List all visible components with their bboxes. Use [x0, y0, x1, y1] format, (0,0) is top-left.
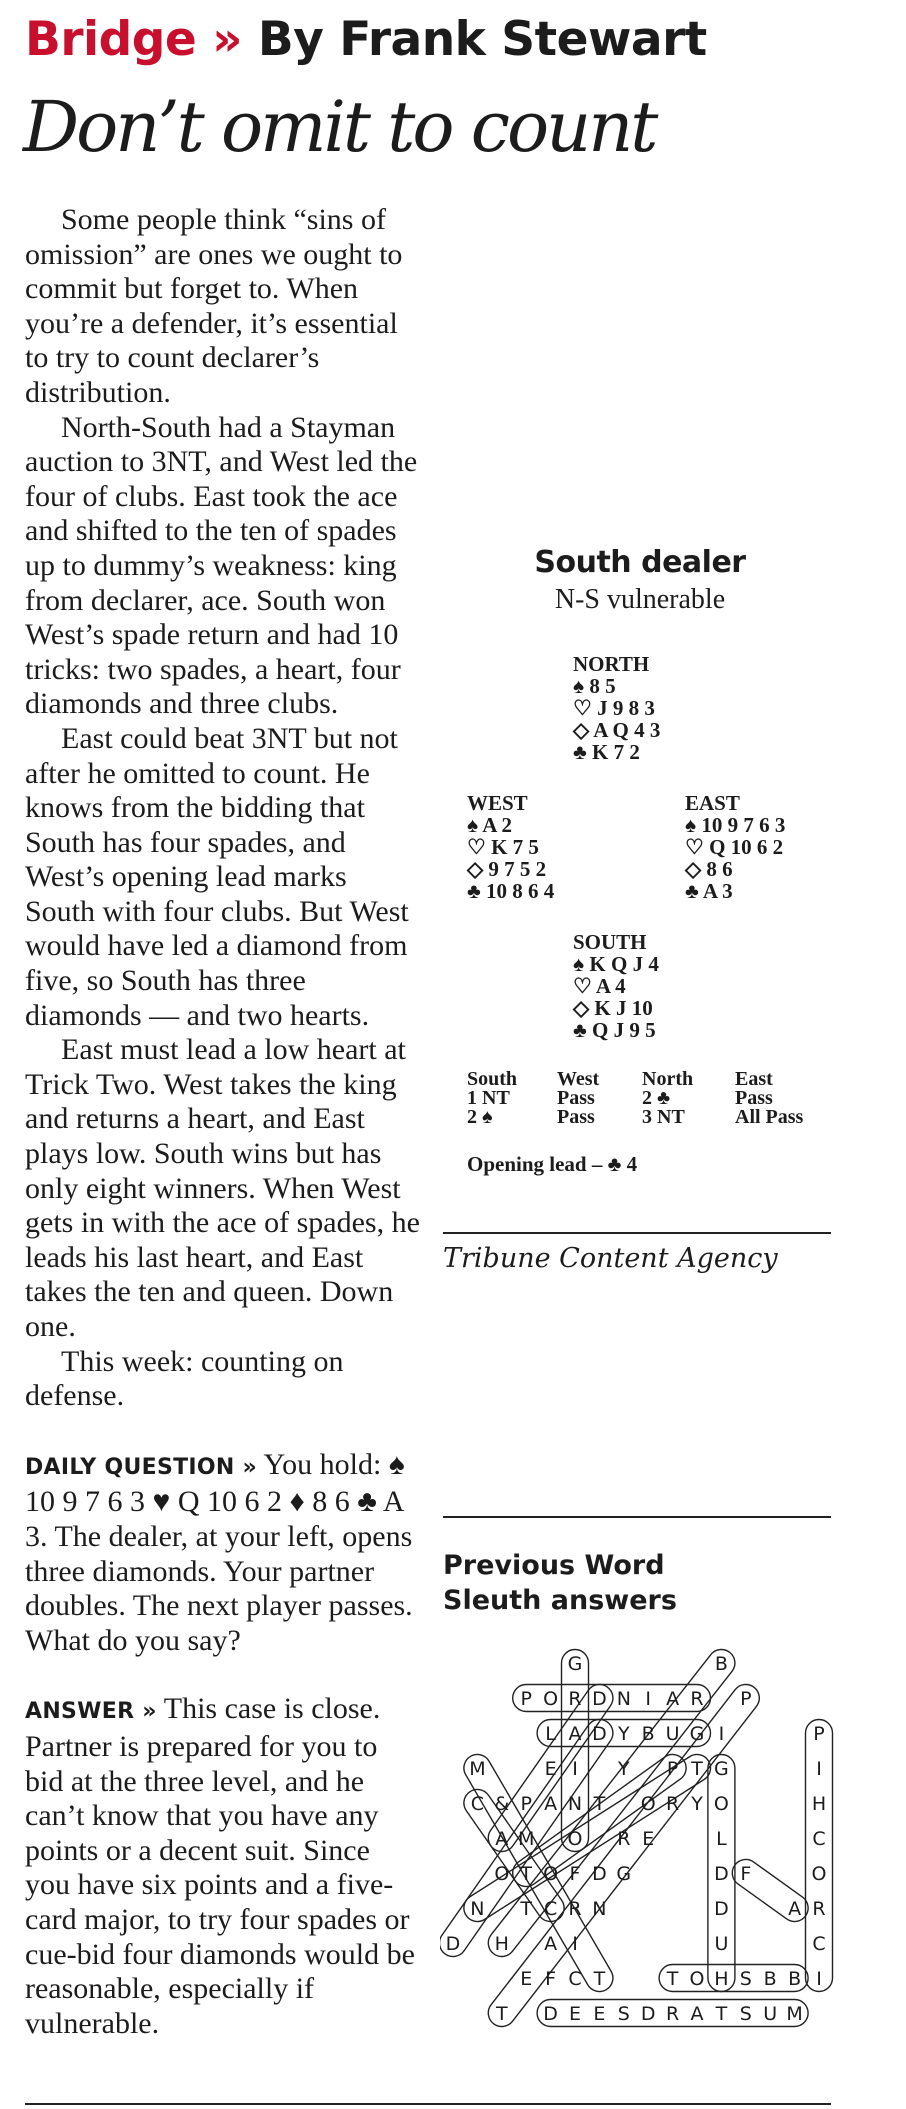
- grid-letter: I: [572, 1758, 578, 1780]
- clubs-holding: ♣ Q J 9 5: [573, 1018, 656, 1042]
- grid-letter: H: [811, 1793, 827, 1815]
- article-column-left: [25, 203, 420, 2041]
- grid-letter: U: [714, 1933, 729, 1955]
- hand-name: NORTH: [573, 652, 650, 676]
- answer-oval: [659, 1965, 808, 1992]
- spades-holding: ♠ A 2: [467, 813, 513, 837]
- grid-letter: Y: [617, 1723, 630, 1745]
- grid-letter: P: [813, 1723, 825, 1745]
- grid-letter: G: [616, 1863, 632, 1885]
- grid-letter: &: [494, 1793, 510, 1815]
- grid-letter: T: [666, 1968, 679, 1990]
- grid-letter: G: [567, 1653, 583, 1675]
- auction-call: 1 NT: [467, 1087, 510, 1109]
- grid-letter: C: [812, 1828, 826, 1850]
- grid-letter: M: [517, 1828, 535, 1850]
- grid-letter: H: [714, 1968, 729, 1990]
- hand-name: EAST: [685, 791, 740, 815]
- grid-letter: U: [665, 1723, 680, 1745]
- grid-letter: A: [544, 1933, 558, 1955]
- grid-letter: I: [645, 1688, 652, 1710]
- grid-letter: C: [543, 1898, 558, 1920]
- auction-call: 3 NT: [642, 1106, 685, 1128]
- grid-letter: S: [617, 2003, 630, 2025]
- hand-name: SOUTH: [573, 930, 647, 954]
- grid-letter: T: [593, 1968, 606, 1990]
- grid-letter: N: [470, 1898, 485, 1920]
- spades-holding: ♠ 10 9 7 6 3: [685, 813, 786, 837]
- byline: By Frank Stewart: [257, 12, 707, 67]
- grid-letter: O: [543, 1688, 559, 1710]
- word-sleuth-grid: [440, 1645, 840, 2075]
- answer-label: ANSWER »: [25, 1699, 157, 1725]
- grid-letter: F: [545, 1968, 557, 1990]
- grid-letter: I: [572, 1933, 578, 1955]
- grid-letter: B: [641, 1723, 655, 1745]
- grid-letter: T: [520, 1863, 533, 1885]
- grid-letter: O: [640, 1793, 656, 1815]
- grid-letter: E: [520, 1968, 533, 1990]
- grid-letter: S: [739, 2003, 752, 2025]
- auction-call: Pass: [735, 1087, 773, 1109]
- opening-lead: Opening lead – ♣ 4: [467, 1152, 638, 1176]
- auction-call: Pass: [557, 1106, 595, 1128]
- grid-letter: M: [786, 2003, 803, 2025]
- grid-letter: D: [640, 2003, 656, 2025]
- dealer-heading: South dealer: [534, 545, 746, 580]
- grid-letters: [446, 1653, 827, 2025]
- grid-letter: E: [568, 2003, 582, 2025]
- grid-letter: B: [763, 1968, 777, 1990]
- grid-letter: O: [713, 1793, 729, 1815]
- grid-letter: M: [469, 1758, 486, 1780]
- grid-letter: D: [714, 1863, 729, 1885]
- answer: [25, 1692, 420, 2041]
- vulnerability: N-S vulnerable: [554, 584, 726, 615]
- grid-letter: D: [592, 1863, 607, 1885]
- article-paragraph: This week: counting on defense.: [25, 1344, 344, 1413]
- grid-letter: I: [816, 1968, 822, 1990]
- clubs-holding: ♣ A 3: [685, 879, 733, 903]
- grid-letter: E: [544, 1758, 557, 1780]
- word-sleuth-title-line: Sleuth answers: [443, 1585, 677, 1616]
- grid-letter: D: [592, 1723, 607, 1745]
- grid-letter: R: [690, 1688, 704, 1710]
- grid-letter: B: [788, 1968, 802, 1990]
- syndicate-credit: Tribune Content Agency: [443, 1243, 778, 1274]
- grid-letter: L: [545, 1723, 556, 1745]
- hearts-holding: ♡ K 7 5: [467, 835, 539, 859]
- grid-letter: N: [616, 1688, 631, 1710]
- grid-letter: R: [617, 1828, 631, 1850]
- column-header: [25, 10, 707, 70]
- grid-letter: Y: [617, 1758, 630, 1780]
- grid-letter: A: [788, 1898, 802, 1920]
- grid-letter: G: [714, 1758, 729, 1780]
- grid-letter: I: [816, 1758, 822, 1780]
- grid-letter: O: [689, 1968, 705, 1990]
- auction-call: 2 ♠: [467, 1106, 493, 1128]
- grid-letter: N: [592, 1898, 607, 1920]
- grid-letter: A: [495, 1828, 509, 1850]
- grid-letter: T: [715, 2003, 728, 2025]
- south-hand: [573, 931, 659, 1041]
- headline: Don’t omit to count: [23, 86, 656, 168]
- grid-letter: R: [665, 2003, 680, 2025]
- grid-letter: C: [812, 1933, 826, 1955]
- grid-letter: H: [494, 1933, 509, 1955]
- spades-holding: ♠ K Q J 4: [573, 952, 659, 976]
- grid-letter: S: [739, 1968, 752, 1990]
- grid-letter: G: [689, 1723, 705, 1745]
- grid-letter: P: [740, 1688, 752, 1710]
- grid-letter: P: [666, 1758, 679, 1780]
- auction-header: West: [557, 1068, 600, 1090]
- grid-letter: A: [544, 1793, 558, 1815]
- auction-header: East: [735, 1068, 773, 1090]
- east-hand: [685, 792, 785, 902]
- hearts-holding: ♡ A 4: [573, 974, 626, 998]
- daily-question-text: You hold: ♠ 10 9 7 6 3 ♥ Q 10 6 2 ♦ 8 6 ♣ A 3. The dealer, at your left, opens three diamonds. Your partner doubles. The next player passes. What do you say?: [25, 1447, 413, 1657]
- divider: [443, 1516, 831, 1518]
- daily-question: [25, 1448, 420, 1659]
- auction-call: All Pass: [735, 1106, 804, 1128]
- word-sleuth-title: [443, 1548, 677, 1618]
- grid-letter: C: [568, 1968, 582, 1990]
- grid-letter: T: [593, 1793, 606, 1815]
- grid-letter: O: [543, 1863, 559, 1885]
- grid-letter: R: [568, 1898, 582, 1920]
- grid-letter: E: [642, 1828, 655, 1850]
- grid-letter: C: [470, 1793, 485, 1815]
- grid-letter: D: [714, 1898, 729, 1920]
- north-hand: [573, 653, 660, 763]
- grid-letter: T: [520, 1898, 533, 1920]
- answer-text: This case is close. Partner is prepared for you to bid at the three level, and he can’t know that you have any points or a decent suit. Since you have six points and a five-card major, to try four spades or cue-bid four diamonds would be reasonable, especially if vulnerable.: [25, 1692, 415, 2040]
- grid-letter: I: [718, 1723, 725, 1745]
- divider: [443, 1232, 831, 1234]
- clubs-holding: ♣ 10 8 6 4: [467, 879, 555, 903]
- grid-letter: P: [520, 1688, 532, 1710]
- grid-letter: P: [520, 1793, 532, 1815]
- daily-question-label: DAILY QUESTION »: [25, 1454, 258, 1480]
- article-paragraph: North-South had a Stayman auction to 3NT, and West led the four of clubs. East took the ace and shifted to the ten of spades up to dummy’s weakness: king from declarer, ace. South won West’s spade return and had 10 tricks: two spades, a heart, four diamonds and three clubs.: [25, 410, 418, 721]
- diamonds-holding: ◇ K J 10: [573, 996, 653, 1020]
- grid-letter: O: [811, 1863, 827, 1885]
- word-sleuth-title-line: Previous Word: [443, 1550, 665, 1581]
- article-paragraph: East could beat 3NT but not after he omitted to count. He knows from the bidding that South has four spades, and West’s opening lead marks South with four clubs. But West would have led a diamond from five, so South has three diamonds — and two hearts.: [25, 721, 409, 1032]
- grid-letter: L: [716, 1828, 727, 1850]
- grid-letter: A: [666, 1688, 680, 1710]
- bridge-diagram: [440, 545, 840, 1175]
- grid-letter: D: [543, 2003, 558, 2025]
- hearts-holding: ♡ Q 10 6 2: [685, 835, 784, 859]
- diamonds-holding: ◇ 9 7 5 2: [467, 857, 547, 881]
- grid-letter: F: [569, 1863, 581, 1885]
- west-hand: [467, 792, 554, 902]
- grid-letter: O: [494, 1863, 510, 1885]
- grid-letter: D: [445, 1933, 461, 1955]
- clubs-holding: ♣ K 7 2: [573, 740, 640, 764]
- grid-letter: T: [691, 1758, 703, 1780]
- grid-letter: T: [495, 2003, 508, 2025]
- section-label: Bridge »: [25, 12, 243, 67]
- spades-holding: ♠ 8 5: [573, 674, 616, 698]
- auction-header: South: [467, 1068, 518, 1090]
- grid-letter: Y: [691, 1793, 703, 1815]
- grid-letter: R: [568, 1688, 582, 1710]
- divider: [25, 2103, 831, 2105]
- grid-letter: N: [567, 1793, 583, 1815]
- grid-letter: A: [690, 2003, 704, 2025]
- article-paragraph: Some people think “sins of omission” are ones we ought to commit but forget to. When you’re a defender, it’s essential to try to count declarer’s distribution.: [25, 203, 403, 409]
- auction-call: Pass: [557, 1087, 595, 1109]
- auction-header: North: [642, 1068, 694, 1090]
- hand-name: WEST: [467, 791, 528, 815]
- grid-letter: U: [763, 2003, 778, 2025]
- diamonds-holding: ◇ 8 6: [685, 857, 733, 881]
- grid-letter: R: [812, 1898, 826, 1920]
- grid-letter: D: [592, 1688, 607, 1710]
- grid-letter: F: [740, 1863, 752, 1885]
- grid-letter: R: [665, 1793, 680, 1815]
- diamonds-holding: ◇ A Q 4 3: [573, 718, 661, 742]
- hearts-holding: ♡ J 9 8 3: [573, 696, 655, 720]
- grid-letter: B: [714, 1653, 728, 1675]
- grid-letter: O: [567, 1828, 583, 1850]
- grid-letter: A: [568, 1723, 582, 1745]
- grid-letter: E: [593, 2003, 606, 2025]
- auction-call: 2 ♣: [642, 1087, 671, 1109]
- article-paragraph: East must lead a low heart at Trick Two. West takes the king and returns a heart, and East plays low. South wins but has only eight winners. When West gets in with the ace of spades, he leads his last heart, and East takes the ten and queen. Down one.: [25, 1033, 420, 1343]
